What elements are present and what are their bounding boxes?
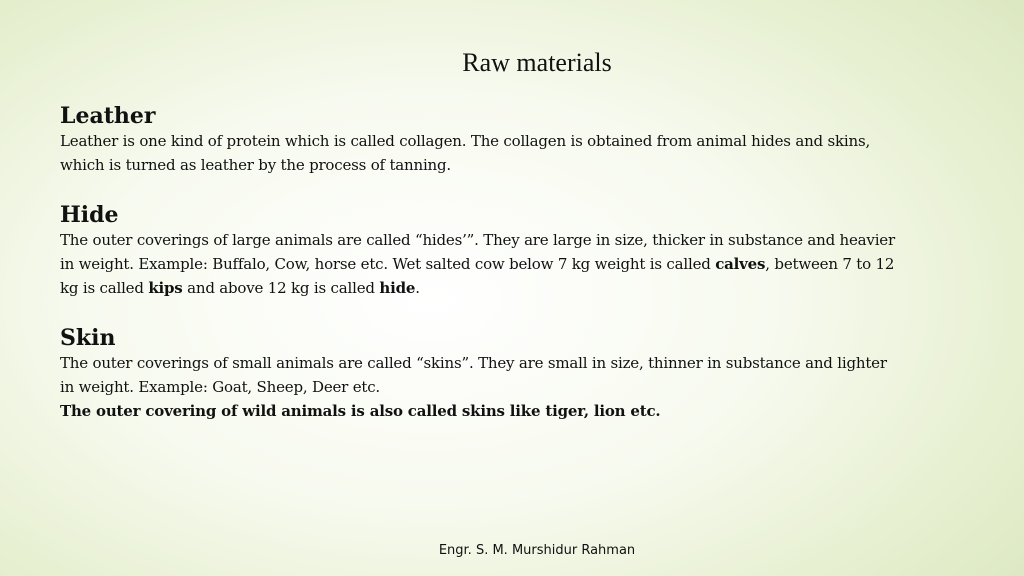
term-kips: kips xyxy=(148,279,183,297)
skin-line-2: in weight. Example: Goat, Sheep, Deer etc. xyxy=(60,378,380,396)
skin-line-1: The outer coverings of small animals are called “skins”. They are small in size, thinner in substance and lighter xyxy=(60,354,887,372)
hide-line-2-text-b: , between 7 to 12 xyxy=(765,255,895,273)
skin-wild-animals-note: The outer covering of wild animals is also called skins like tiger, lion etc. xyxy=(60,402,661,420)
hide-line-1: The outer coverings of large animals are called “hides’”. They are large in size, thicker in substance and heavier xyxy=(60,231,895,249)
hide-line-2 xyxy=(60,252,972,276)
slide-title: Raw materials xyxy=(462,48,612,77)
section-skin xyxy=(60,325,972,423)
term-calves: calves xyxy=(715,255,766,273)
section-heading-hide: Hide xyxy=(60,202,119,228)
slide-footer-author: Engr. S. M. Murshidur Rahman xyxy=(438,543,636,558)
hide-line-3 xyxy=(60,276,972,300)
section-heading-leather: Leather xyxy=(60,103,156,129)
section-leather xyxy=(60,103,972,177)
hide-line-2-text-a: in weight. Example: Buffalo, Cow, horse etc. Wet salted cow below 7 kg weight is called xyxy=(60,255,716,273)
section-heading-skin: Skin xyxy=(60,325,116,351)
term-hide: hide xyxy=(379,279,416,297)
hide-line-3-text-b: and above 12 kg is called xyxy=(182,279,380,297)
hide-line-3-text-a: kg is called xyxy=(60,279,149,297)
leather-line-1: Leather is one kind of protein which is called collagen. The collagen is obtained from animal hides and skins, xyxy=(60,132,871,150)
section-hide xyxy=(60,202,972,300)
hide-line-3-text-c: . xyxy=(415,279,420,297)
leather-line-2: which is turned as leather by the process of tanning. xyxy=(60,156,451,174)
